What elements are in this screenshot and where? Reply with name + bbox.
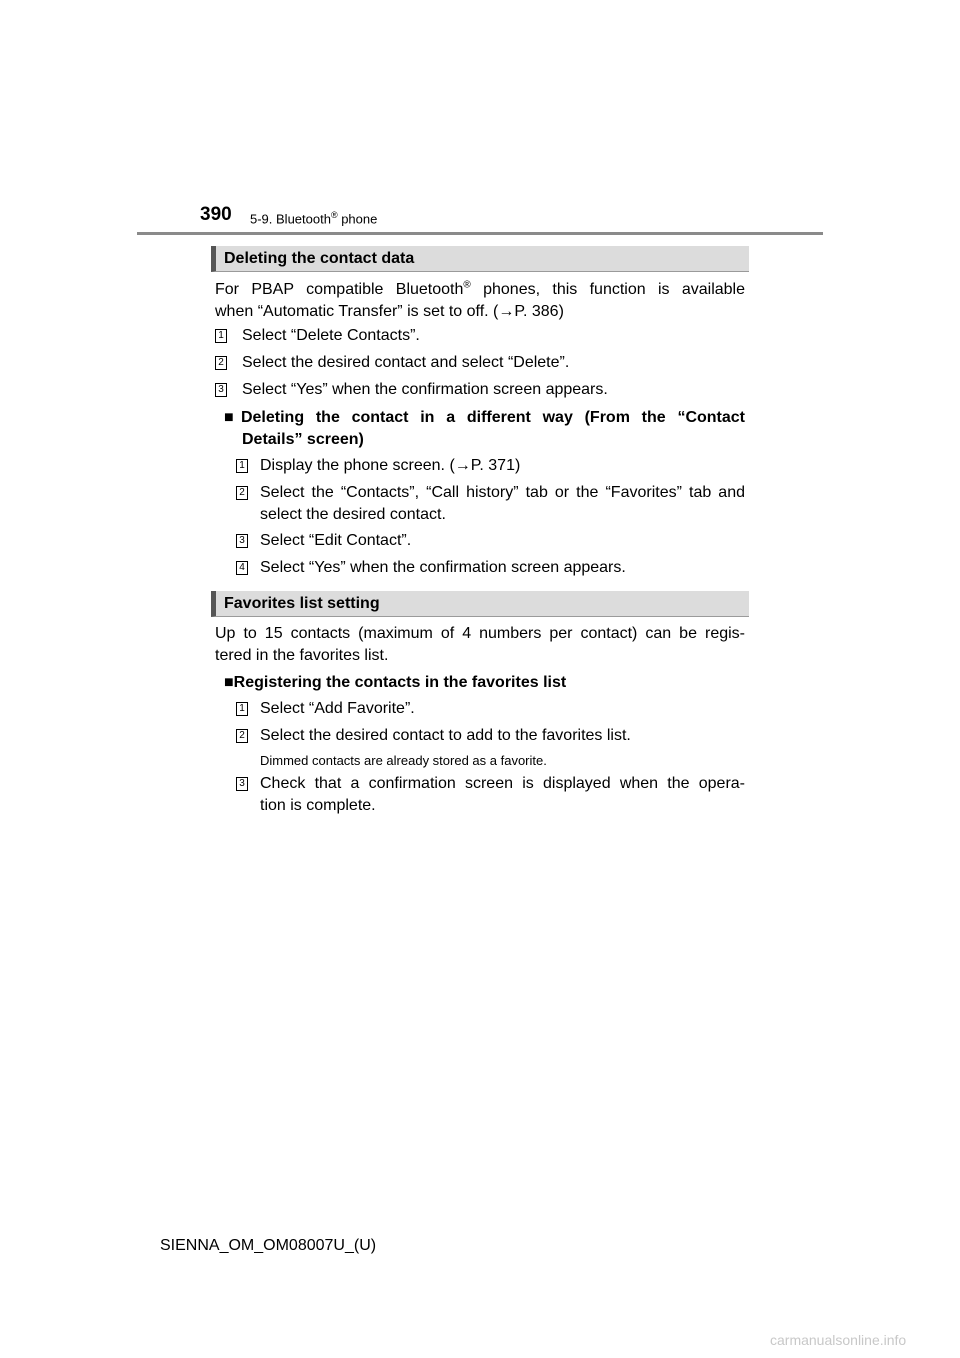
page-number: 390: [200, 204, 232, 225]
intro-line: Up to 15 contacts (maximum of 4 numbers per contact) can be regis-: [215, 625, 745, 642]
step-number: 1: [236, 702, 248, 716]
step-number: 2: [236, 729, 248, 743]
footer-code: SIENNA_OM_OM08007U_(U): [160, 1237, 377, 1254]
step-text: Select “Yes” when the confirmation screen appears.: [260, 559, 626, 576]
chapter-title: 5-9. Bluetooth® phone: [250, 210, 378, 227]
intro-line: tered in the favorites list.: [215, 647, 389, 664]
step-number: 2: [236, 486, 248, 500]
sub-heading: Details” screen): [242, 431, 364, 448]
step-number: 4: [236, 561, 248, 575]
step-text: Select “Edit Contact”.: [260, 532, 412, 549]
step-text: tion is complete.: [260, 797, 376, 814]
step-text: Select “Delete Contacts”.: [242, 327, 420, 344]
watermark: carmanualsonline.info: [770, 1332, 907, 1348]
step-text: Select the desired contact to add to the favorites list.: [260, 727, 631, 744]
step-note: Dimmed contacts are already stored as a favorite.: [260, 753, 547, 768]
section-heading-deleting-contact: Deleting the contact data: [211, 246, 749, 272]
step-number: 1: [236, 459, 248, 473]
step-text: select the desired contact.: [260, 506, 446, 523]
step-number: 1: [215, 329, 227, 343]
step-number: 3: [215, 383, 227, 397]
intro-line: when “Automatic Transfer” is set to off. (→P. 386): [215, 303, 564, 320]
header-rule: [137, 232, 823, 235]
step-text: Select “Add Favorite”.: [260, 700, 415, 717]
sub-heading: ■Deleting the contact in a different way (From the “Contact: [224, 409, 745, 426]
step-text: Display the phone screen. (→P. 371): [260, 457, 521, 474]
step-number: 3: [236, 777, 248, 791]
step-text: Select the “Contacts”, “Call history” tab or the “Favorites” tab and: [260, 484, 745, 501]
step-number: 2: [215, 356, 227, 370]
sub-heading: ■Registering the contacts in the favorites list: [224, 674, 567, 691]
step-text: Select “Yes” when the confirmation screen appears.: [242, 381, 608, 398]
step-text: Check that a confirmation screen is displayed when the opera-: [260, 775, 745, 792]
intro-line: For PBAP compatible Bluetooth® phones, this function is available: [215, 279, 746, 298]
step-number: 3: [236, 534, 248, 548]
section-heading-favorites: Favorites list setting: [211, 591, 749, 617]
step-text: Select the desired contact and select “Delete”.: [242, 354, 570, 371]
